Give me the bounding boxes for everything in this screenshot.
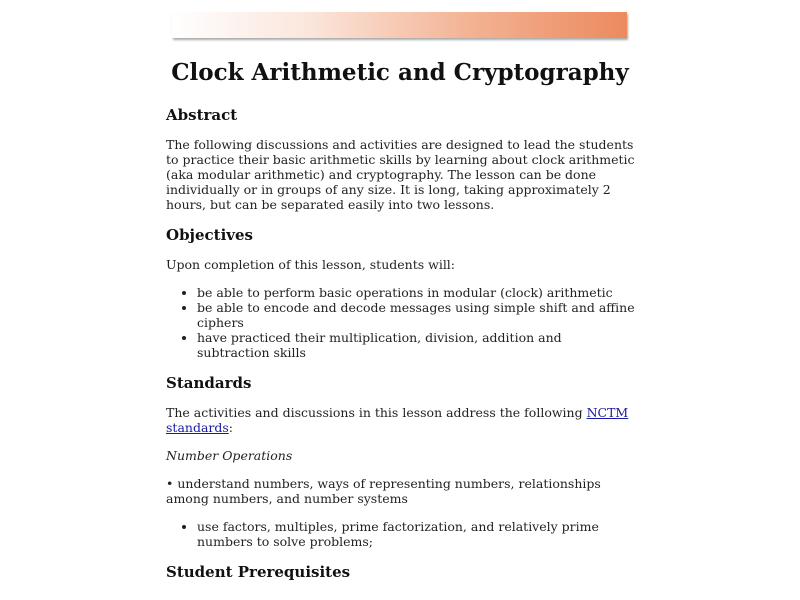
nctm-standards-link[interactable]: NCTM standards [166, 405, 629, 435]
list-item: • use factors, multiples, prime factorization, and relatively prime numbers to solve problems; [197, 519, 636, 549]
objectives-list [166, 285, 636, 360]
standards-bullet: • understand numbers, ways of representing numbers, relationships among numbers, and number systems [166, 476, 601, 506]
standards-list [166, 519, 636, 549]
page-title: Clock Arithmetic and Cryptography [171, 59, 629, 86]
list-item: • have practiced their multiplication, division, addition and subtraction skills [197, 330, 636, 360]
list-item: • be able to perform basic operations in modular (clock) arithmetic [197, 285, 636, 300]
abstract-text: The following discussions and activities are designed to lead the students to practice their basic arithmetic skills by learning about clock arithmetic (aka modular arithmetic) and cryptography. The lesson can be done individually or in groups of any size. It is long, taking approximately 2 hours, but can be separated easily into two lessons. [166, 137, 635, 212]
header-banner [172, 12, 627, 38]
objectives-heading: Objectives [166, 226, 253, 244]
objectives-intro: Upon completion of this lesson, students will: [166, 257, 456, 272]
prerequisites-heading: Student Prerequisites [166, 563, 351, 581]
standards-heading: Standards [166, 374, 252, 392]
number-operations-subheading: Number Operations [166, 448, 293, 463]
content [166, 58, 636, 581]
standards-intro: The activities and discussions in this lesson address the following NCTM standards: [166, 405, 629, 435]
list-item: • be able to encode and decode messages using simple shift and affine ciphers [197, 300, 636, 330]
abstract-heading: Abstract [166, 106, 238, 124]
